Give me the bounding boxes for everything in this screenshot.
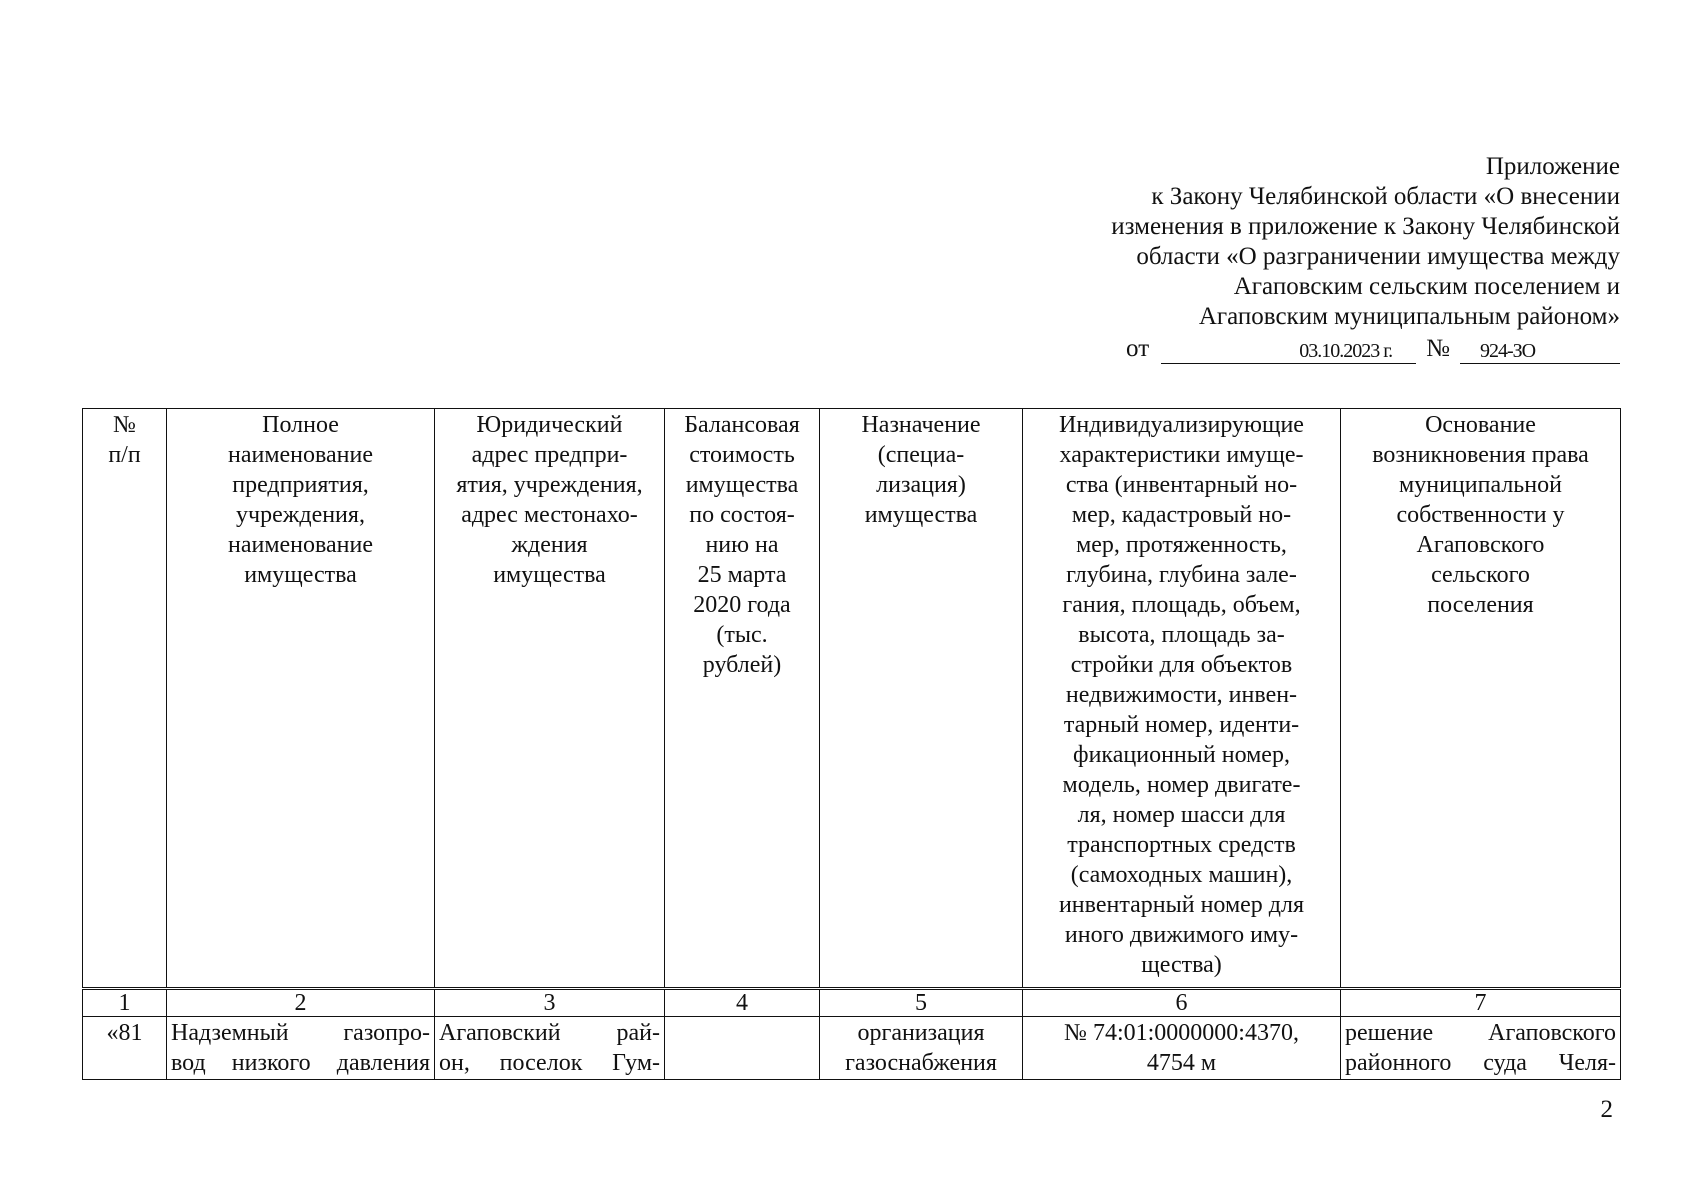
header-cell-line: гания, площадь, объем, xyxy=(1062,592,1301,618)
header-cell-line: учреждения, xyxy=(236,502,365,528)
law-date: 03.10.2023 г. xyxy=(1161,339,1416,364)
header-cell-basis xyxy=(1341,409,1621,989)
cell-line: районного суда Челя- xyxy=(1345,1050,1616,1076)
row-basis xyxy=(1341,1017,1621,1080)
header-cell-line: имущества xyxy=(685,472,799,498)
header-cell-name xyxy=(167,409,435,989)
page-number: 2 xyxy=(1600,1096,1613,1123)
header-cell-line: мер, кадастровый но- xyxy=(1071,502,1292,528)
header-cell-line: Юридический xyxy=(476,412,623,438)
header-cell-line: Назначение xyxy=(861,412,981,438)
column-number: 1 xyxy=(83,989,167,1017)
header-cell-line: стоимость xyxy=(689,442,795,468)
header-cell-line: 25 марта xyxy=(697,562,787,588)
cell-line: Агаповский рай- xyxy=(439,1020,660,1046)
header-cell-line: глубина, глубина зале- xyxy=(1066,562,1297,588)
header-cell-line: высота, площадь за- xyxy=(1078,622,1285,648)
header-line: Приложение xyxy=(1485,153,1620,180)
header-cell-line: ждения xyxy=(511,532,588,558)
row-address xyxy=(435,1017,665,1080)
cell-line: вод низкого давления xyxy=(171,1050,430,1076)
header-cell-line: № xyxy=(113,412,136,438)
column-number: 2 xyxy=(167,989,435,1017)
cell-line: решение Агаповского xyxy=(1345,1020,1616,1046)
header-cell-line: возникновения права xyxy=(1372,442,1589,468)
header-cell-line: стройки для объектов xyxy=(1070,652,1293,678)
header-cell-line: фикационный номер, xyxy=(1073,742,1290,768)
column-number: 3 xyxy=(435,989,665,1017)
header-cell-line: транспортных средств xyxy=(1067,832,1296,858)
number-sign: № xyxy=(1426,335,1450,362)
header-cell-line: сельского xyxy=(1431,562,1530,588)
header-cell-line: наименование xyxy=(227,532,374,558)
cell-line: 4754 м xyxy=(1146,1050,1217,1076)
property-table xyxy=(82,408,1621,1080)
header-cell-line: инвентарный номер для xyxy=(1058,892,1305,918)
header-cell-address xyxy=(435,409,665,989)
header-cell-characteristics xyxy=(1023,409,1341,989)
cell-line: организация xyxy=(857,1020,985,1046)
ot-label: от xyxy=(1126,335,1150,362)
header-cell-line: 2020 года xyxy=(693,592,791,618)
header-cell-line: собственности у xyxy=(1396,502,1565,528)
header-line: области «О разграничении имущества между xyxy=(1136,243,1620,270)
header-cell-line: (специа- xyxy=(877,442,965,468)
header-line: изменения в приложение к Закону Челябинской xyxy=(1111,213,1620,240)
column-number-row xyxy=(83,989,1621,1017)
header-row xyxy=(83,409,1621,989)
header-cell-line: имущества xyxy=(493,562,606,588)
header-cell-line: Агаповского xyxy=(1416,532,1545,558)
header-cell-line: по состоя- xyxy=(689,502,795,528)
header-cell-purpose xyxy=(820,409,1023,989)
header-cell-line: муниципальной xyxy=(1399,472,1562,498)
cell-line: № 74:01:0000000:4370, xyxy=(1064,1020,1299,1046)
column-number: 6 xyxy=(1023,989,1341,1017)
header-cell-line: Полное xyxy=(262,412,339,438)
row-purpose xyxy=(820,1017,1023,1080)
column-number: 7 xyxy=(1341,989,1621,1017)
header-cell-line: наименование xyxy=(227,442,374,468)
header-cell-line: рублей) xyxy=(702,652,782,678)
header-cell-number xyxy=(83,409,167,989)
column-number: 5 xyxy=(820,989,1023,1017)
header-cell-line: Индивидуализирующие xyxy=(1059,412,1304,438)
row-name xyxy=(167,1017,435,1080)
header-cell-line: адрес предпри- xyxy=(471,442,628,468)
header-cell-line: мер, протяженность, xyxy=(1076,532,1287,558)
header-cell-line: щества) xyxy=(1141,952,1222,978)
header-cell-line: ства (инвентарный но- xyxy=(1065,472,1298,498)
header-cell-balance xyxy=(665,409,820,989)
header-cell-line: ля, номер шасси для xyxy=(1077,802,1286,828)
cell-line: газоснабжения xyxy=(845,1050,997,1076)
header-cell-line: тарный номер, иденти- xyxy=(1063,712,1300,738)
header-cell-line: характеристики имуще- xyxy=(1059,442,1304,468)
header-cell-line: п/п xyxy=(108,442,141,468)
header-line: к Закону Челябинской области «О внесении xyxy=(1151,183,1620,210)
header-cell-line: (самоходных машин), xyxy=(1070,862,1293,888)
law-number: 924-ЗО xyxy=(1460,339,1620,364)
cell-line: он, поселок Гум- xyxy=(439,1050,660,1076)
header-line: Агаповским муниципальным районом» xyxy=(1198,303,1620,330)
header-cell-line: лизация) xyxy=(876,472,966,498)
header-cell-line: недвижимости, инвен- xyxy=(1065,682,1298,708)
header-cell-line: имущества xyxy=(864,502,978,528)
row-balance xyxy=(665,1017,820,1080)
row-characteristics xyxy=(1023,1017,1341,1080)
header-cell-line: предприятия, xyxy=(232,472,369,498)
header-cell-line: нию на xyxy=(705,532,779,558)
document-header xyxy=(1111,152,1620,364)
header-cell-line: имущества xyxy=(244,562,357,588)
header-cell-line: ятия, учреждения, xyxy=(456,472,643,498)
header-cell-line: адрес местонахо- xyxy=(461,502,638,528)
cell-line: Надземный газопро- xyxy=(171,1020,430,1046)
table-row xyxy=(83,1017,1621,1080)
date-number-line xyxy=(1111,334,1620,364)
header-cell-line: (тыс. xyxy=(716,622,768,648)
header-cell-line: иного движимого иму- xyxy=(1064,922,1299,948)
header-cell-line: модель, номер двигате- xyxy=(1062,772,1301,798)
row-number: «81 xyxy=(83,1017,167,1080)
column-number: 4 xyxy=(665,989,820,1017)
header-cell-line: поселения xyxy=(1427,592,1534,618)
header-line: Агаповским сельским поселением и xyxy=(1233,273,1620,300)
header-cell-line: Основание xyxy=(1425,412,1536,438)
header-cell-line: Балансовая xyxy=(684,412,800,438)
